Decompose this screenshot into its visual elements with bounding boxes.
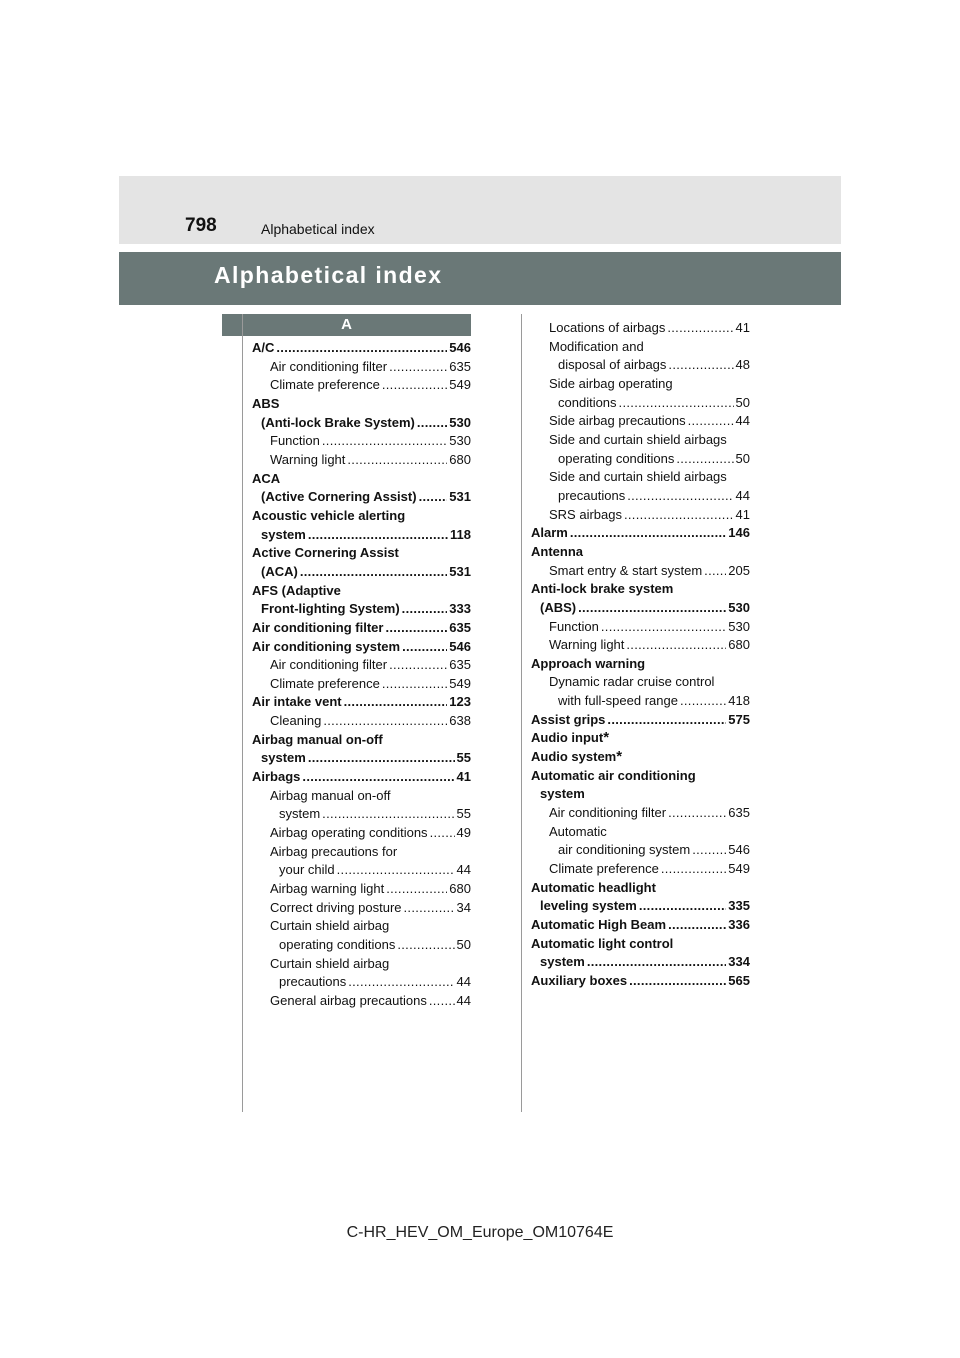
index-entry-label: Side and curtain shield airbags — [549, 469, 727, 485]
index-entry — [531, 412, 750, 431]
index-entry — [531, 916, 750, 935]
dot-leader — [676, 450, 733, 469]
index-entry — [531, 562, 750, 581]
index-entry — [531, 972, 750, 991]
index-entry — [252, 917, 471, 936]
dot-leader — [402, 600, 448, 619]
index-entry-page: 118 — [450, 526, 471, 542]
index-entry — [252, 973, 471, 992]
index-entry — [531, 618, 750, 637]
index-entry — [252, 749, 471, 768]
index-entry-page: 334 — [728, 954, 750, 970]
dot-leader — [386, 880, 447, 899]
index-entry-label: Function — [549, 618, 599, 634]
index-entry-page: 146 — [728, 525, 750, 541]
index-entry — [531, 394, 750, 413]
page-number: 798 — [185, 215, 217, 236]
index-entry — [252, 470, 471, 489]
index-entry — [531, 468, 750, 487]
index-entry-page: 49 — [456, 825, 471, 841]
index-entry-label: Locations of airbags — [549, 320, 666, 335]
index-entry — [252, 395, 471, 414]
index-entry-label: precautions — [279, 974, 347, 990]
index-entry-label: Audio system — [531, 749, 617, 765]
index-entry-label: Curtain shield airbag — [270, 955, 390, 971]
dot-leader — [322, 805, 454, 824]
index-entry — [531, 897, 750, 916]
index-entry — [252, 843, 471, 862]
dot-leader — [692, 841, 726, 860]
index-entry-label: Side airbag precautions — [549, 413, 686, 429]
dot-leader — [419, 488, 448, 507]
index-entry — [252, 861, 471, 880]
index-entry-label: (ACA) — [261, 563, 298, 579]
running-title: Alphabetical index — [261, 221, 375, 237]
index-entry-label: precautions — [558, 487, 626, 503]
dot-leader — [570, 524, 726, 543]
index-entry-label: (ABS) — [540, 599, 577, 615]
index-entry — [252, 582, 471, 601]
index-entry — [531, 543, 750, 562]
index-entry-page: 530 — [449, 414, 471, 430]
dot-leader — [601, 618, 726, 637]
index-entry — [252, 619, 471, 638]
index-entry-label: Automatic — [549, 823, 607, 839]
index-entry — [531, 487, 750, 506]
index-entry-label: (Anti-lock Brake System) — [261, 414, 415, 430]
dot-leader — [397, 936, 454, 955]
index-entry-page: 638 — [449, 713, 471, 729]
index-entry-page: 530 — [728, 599, 750, 615]
index-entry-label: Assist grips — [531, 711, 606, 727]
index-entry-label: Warning light — [270, 451, 346, 467]
index-entry-label: air conditioning system — [558, 842, 691, 858]
index-entry-label: General airbag precautions — [270, 992, 427, 1008]
index-entry — [252, 693, 471, 712]
index-entry-label: Side airbag operating — [549, 375, 673, 391]
dot-leader — [417, 414, 447, 433]
dot-leader — [680, 692, 726, 711]
index-entry-page: 635 — [449, 657, 471, 673]
index-entry — [252, 544, 471, 563]
index-entry-label: Cleaning — [270, 713, 322, 729]
index-entry-label: system — [540, 954, 585, 970]
header-band — [119, 176, 841, 244]
dot-leader — [323, 712, 447, 731]
index-entry — [252, 675, 471, 694]
index-entry — [252, 638, 471, 657]
index-entry-label: system — [261, 526, 306, 542]
dot-leader — [619, 394, 734, 413]
index-entry-page: 531 — [449, 563, 471, 579]
index-entry — [531, 804, 750, 823]
index-entry — [252, 880, 471, 899]
index-entry — [531, 841, 750, 860]
index-entry-label: Air conditioning filter — [270, 657, 388, 673]
index-entry-page: 549 — [449, 675, 471, 691]
index-entry-page: 34 — [456, 899, 471, 915]
page-title: Alphabetical index — [214, 262, 443, 288]
index-entry — [531, 506, 750, 525]
index-entry-label: operating conditions — [279, 937, 396, 952]
index-entry-page: 680 — [728, 637, 750, 653]
index-entry-page: 48 — [735, 357, 750, 373]
dot-leader — [639, 897, 726, 916]
index-entry — [252, 600, 471, 619]
index-entry-page: 50 — [735, 394, 750, 410]
index-entry-page: 335 — [728, 898, 750, 914]
index-entry — [252, 824, 471, 843]
dot-leader — [704, 562, 726, 581]
index-entry-label: Audio input — [531, 730, 604, 746]
index-entry-label: Air conditioning system — [252, 638, 401, 654]
index-entry — [531, 785, 750, 804]
index-entry-label: Air conditioning filter — [549, 805, 667, 821]
index-entry — [531, 711, 750, 730]
dot-leader — [607, 711, 726, 730]
index-entry — [531, 935, 750, 954]
dot-leader — [337, 861, 455, 880]
index-entry-label: Function — [270, 433, 320, 449]
dot-leader — [627, 487, 733, 506]
index-entry-label: Smart entry & start system — [549, 562, 703, 578]
index-entry — [252, 712, 471, 731]
index-column-1 — [252, 339, 471, 1011]
dot-leader — [688, 412, 734, 431]
index-entry-label: operating conditions — [558, 450, 675, 466]
index-entry-page: 44 — [456, 862, 471, 878]
index-entry-page: 55 — [456, 806, 471, 822]
index-entry — [252, 787, 471, 806]
index-entry-label: Airbags — [252, 769, 301, 785]
index-entry-page: 575 — [728, 711, 750, 727]
index-entry — [252, 656, 471, 675]
index-entry — [252, 432, 471, 451]
index-entry-page: 44 — [735, 413, 750, 429]
dot-leader — [430, 824, 455, 843]
index-entry-label: with full-speed range — [558, 693, 678, 709]
index-entry-page: 44 — [735, 487, 750, 503]
index-entry: Audio system * — [531, 748, 623, 766]
index-entry-label: conditions — [558, 394, 617, 410]
index-entry-page: 205 — [728, 562, 750, 578]
index-entry-label: your child — [279, 862, 335, 878]
index-entry-label: Active Cornering Assist — [252, 545, 399, 561]
index-entry-page: 50 — [735, 450, 750, 466]
dot-leader — [624, 506, 734, 525]
index-entry-label: ABS — [252, 395, 280, 411]
dot-leader — [382, 675, 447, 694]
index-entry-page: 635 — [728, 805, 750, 821]
index-entry — [531, 692, 750, 711]
index-entry — [531, 450, 750, 469]
dot-leader — [578, 599, 726, 618]
index-entry-label: system — [540, 786, 585, 802]
index-entry-page: 41 — [735, 506, 750, 522]
index-entry-label: system — [261, 750, 306, 766]
index-entry-page: 549 — [449, 377, 471, 393]
index-entry — [252, 526, 471, 545]
index-entry — [252, 563, 471, 582]
index-entry — [531, 636, 750, 655]
index-entry-label: Warning light — [549, 637, 625, 653]
index-entry-label: Climate preference — [270, 675, 380, 691]
index-entry-page: 549 — [728, 861, 750, 877]
index-entry-page: 635 — [449, 358, 471, 374]
index-entry-label: Automatic light control — [531, 935, 674, 951]
index-entry-label: Airbag manual on-off — [270, 787, 391, 803]
index-entry-page: 50 — [456, 937, 471, 952]
index-entry-label: AFS (Adaptive — [252, 582, 341, 598]
column-divider-left — [242, 314, 243, 1112]
index-entry-label: Airbag manual on-off — [252, 731, 383, 747]
index-entry-label: Anti-lock brake system — [531, 581, 674, 597]
dot-leader — [308, 526, 448, 545]
index-entry-label: Curtain shield airbag — [270, 918, 390, 934]
index-entry-label: Alarm — [531, 525, 568, 541]
dot-leader — [344, 693, 448, 712]
dot-leader — [348, 973, 454, 992]
index-entry-label: Climate preference — [549, 861, 659, 877]
index-entry-page: 546 — [728, 842, 750, 858]
dot-leader — [661, 860, 726, 879]
dot-leader — [382, 376, 447, 395]
index-entry — [531, 356, 750, 375]
dot-leader — [429, 992, 455, 1011]
dot-leader — [668, 356, 733, 375]
index-entry-label: Correct driving posture — [270, 899, 402, 915]
column-divider-middle — [521, 314, 522, 1112]
index-entry — [252, 731, 471, 750]
dot-leader — [385, 619, 447, 638]
index-entry — [531, 673, 750, 692]
dot-leader — [404, 899, 455, 918]
index-entry-page: 680 — [449, 881, 471, 897]
index-entry-label: SRS airbags — [549, 506, 622, 522]
index-entry-page: 530 — [728, 618, 750, 634]
index-entry — [531, 655, 750, 674]
index-entry — [531, 953, 750, 972]
index-entry-label: Airbag warning light — [270, 881, 385, 897]
dot-leader — [300, 563, 447, 582]
index-entry: Audio input * — [531, 729, 610, 747]
dot-leader — [347, 451, 447, 470]
index-entry-page: 123 — [449, 694, 471, 710]
index-entry-label: Front-lighting System) — [261, 601, 400, 617]
index-entry-label: A/C — [252, 340, 275, 355]
index-entry-label: Acoustic vehicle alerting — [252, 507, 406, 523]
index-entry — [252, 507, 471, 526]
index-entry-label: Air intake vent — [252, 694, 342, 710]
index-entry — [531, 319, 750, 338]
dot-leader — [402, 638, 447, 657]
index-entry-page: 635 — [449, 619, 471, 635]
index-entry-page: 530 — [449, 433, 471, 449]
index-entry-label: Automatic High Beam — [531, 917, 667, 932]
index-entry — [531, 879, 750, 898]
index-entry-label: (Active Cornering Assist) — [261, 489, 417, 505]
index-entry-page: 531 — [449, 489, 471, 505]
section-letter-tab: A — [222, 314, 471, 336]
index-entry — [252, 339, 471, 358]
dot-leader — [389, 358, 447, 377]
index-entry — [252, 768, 471, 787]
index-entry-page: 418 — [728, 693, 750, 709]
index-entry — [252, 451, 471, 470]
index-entry — [252, 992, 471, 1011]
dot-leader — [302, 768, 454, 787]
dot-leader — [322, 432, 447, 451]
index-entry-label: Side and curtain shield airbags — [549, 431, 727, 447]
index-entry-page: 546 — [449, 340, 471, 355]
index-entry-label: Approach warning — [531, 655, 646, 671]
index-column-2 — [531, 319, 750, 991]
index-entry-page: 41 — [735, 320, 750, 335]
document-code: C-HR_HEV_OM_Europe_OM10764E — [346, 1224, 614, 1241]
dot-leader — [587, 953, 726, 972]
index-entry-label: Automatic headlight — [531, 879, 656, 895]
dot-leader — [276, 339, 447, 358]
index-entry — [252, 358, 471, 377]
index-entry-page: 41 — [456, 769, 471, 785]
dot-leader — [308, 749, 455, 768]
index-entry — [531, 375, 750, 394]
index-entry — [531, 767, 750, 786]
index-entry — [531, 580, 750, 599]
index-entry-page: 546 — [449, 638, 471, 654]
dot-leader — [629, 972, 726, 991]
index-entry-page: 565 — [728, 972, 750, 988]
dot-leader — [389, 656, 447, 675]
index-entry-page: 336 — [728, 917, 750, 932]
dot-leader — [668, 916, 726, 935]
index-entry-label: Airbag operating conditions — [270, 825, 428, 841]
index-entry — [252, 414, 471, 433]
index-entry-label: Air conditioning filter — [270, 358, 388, 374]
index-entry-label: Automatic air conditioning — [531, 767, 696, 783]
index-entry — [252, 936, 471, 955]
index-entry-page: 44 — [456, 992, 471, 1008]
index-entry-label: Air conditioning filter — [252, 619, 384, 635]
dot-leader — [626, 636, 726, 655]
index-entry-label: Airbag precautions for — [270, 843, 398, 859]
index-entry-page: 55 — [456, 750, 471, 766]
index-entry-label: Modification and — [549, 338, 644, 354]
index-entry — [531, 823, 750, 842]
index-entry-label: system — [279, 806, 321, 822]
index-entry-label: Climate preference — [270, 377, 380, 393]
index-entry — [531, 524, 750, 543]
index-entry — [252, 376, 471, 395]
index-entry-label: Dynamic radar cruise control — [549, 674, 715, 690]
index-entry-page: 333 — [449, 601, 471, 617]
index-entry — [531, 599, 750, 618]
index-entry — [531, 431, 750, 450]
index-entry — [252, 955, 471, 974]
index-entry-label: Antenna — [531, 543, 583, 559]
index-entry — [531, 860, 750, 879]
index-entry-label: disposal of airbags — [558, 357, 667, 373]
index-entry-label: ACA — [252, 470, 281, 486]
index-entry — [252, 805, 471, 824]
dot-leader — [667, 319, 733, 338]
index-entry — [252, 488, 471, 507]
index-entry-page: 44 — [456, 974, 471, 990]
dot-leader — [668, 804, 726, 823]
index-entry-label: leveling system — [540, 898, 637, 914]
index-entry-page: 680 — [449, 451, 471, 467]
index-entry — [252, 899, 471, 918]
index-entry-label: Auxiliary boxes — [531, 972, 628, 988]
index-entry — [531, 338, 750, 357]
